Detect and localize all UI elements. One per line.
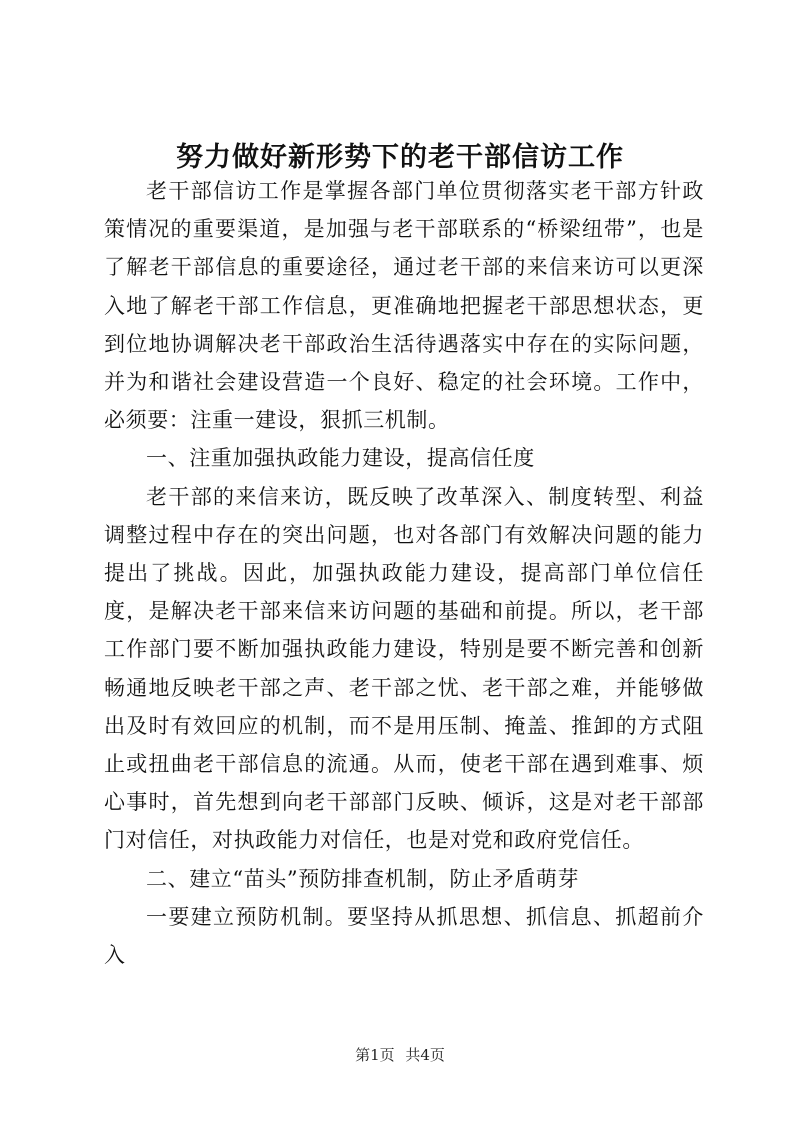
section-2-paragraph: 一要建立预防机制。要坚持从抓思想、抓信息、抓超前介入 bbox=[104, 904, 704, 968]
section-heading-2: 二、建立“苗头”预防排查机制，防止矛盾萌芽 bbox=[146, 866, 580, 891]
page-number: 第1页 bbox=[355, 1046, 395, 1064]
page-total: 共4页 bbox=[405, 1046, 445, 1064]
section-1-paragraph: 老干部的来信来访，既反映了改革深入、制度转型、利益调整过程中存在的突出问题，也对各部门有效解决问题的能力提出了挑战。因此，加强执政能力建设，提高部门单位信任度，是解决老干部来信来访问题的基础和前提。所以，老干部工作部门要不断加强执政能力建设，特别是要不断完善和创新畅通地反映老干部之声、老干部之忧、老干部之难，并能够做出及时有效回应的机制，而不是用压制、掩盖、推卸的方式阻止或扭曲老干部信息的流通。从而，使老干部在遇到难事、烦心事时，首先想到向老干部部门反映、倾诉，这是对老干部部门对信任，对执政能力对信任，也是对党和政府党信任。 bbox=[104, 484, 704, 853]
section-heading-1: 一、注重加强执政能力建设，提高信任度 bbox=[146, 446, 535, 471]
page-footer bbox=[0, 1045, 800, 1065]
document-body bbox=[104, 172, 704, 974]
document-title: 努力做好新形势下的老干部信访工作 bbox=[176, 142, 624, 173]
intro-paragraph: 老干部信访工作是掌握各部门单位贯彻落实老干部方针政策情况的重要渠道，是加强与老干部联系的“桥梁纽带”，也是了解老干部信息的重要途径，通过老干部的来信来访可以更深入地了解老干部工作信息，更准确地把握老干部思想状态，更到位地协调解决老干部政治生活待遇落实中存在的实际问题，并为和谐社会建设营造一个良好、稳定的社会环境。工作中，必须要：注重一建设，狠抓三机制。 bbox=[104, 179, 704, 433]
